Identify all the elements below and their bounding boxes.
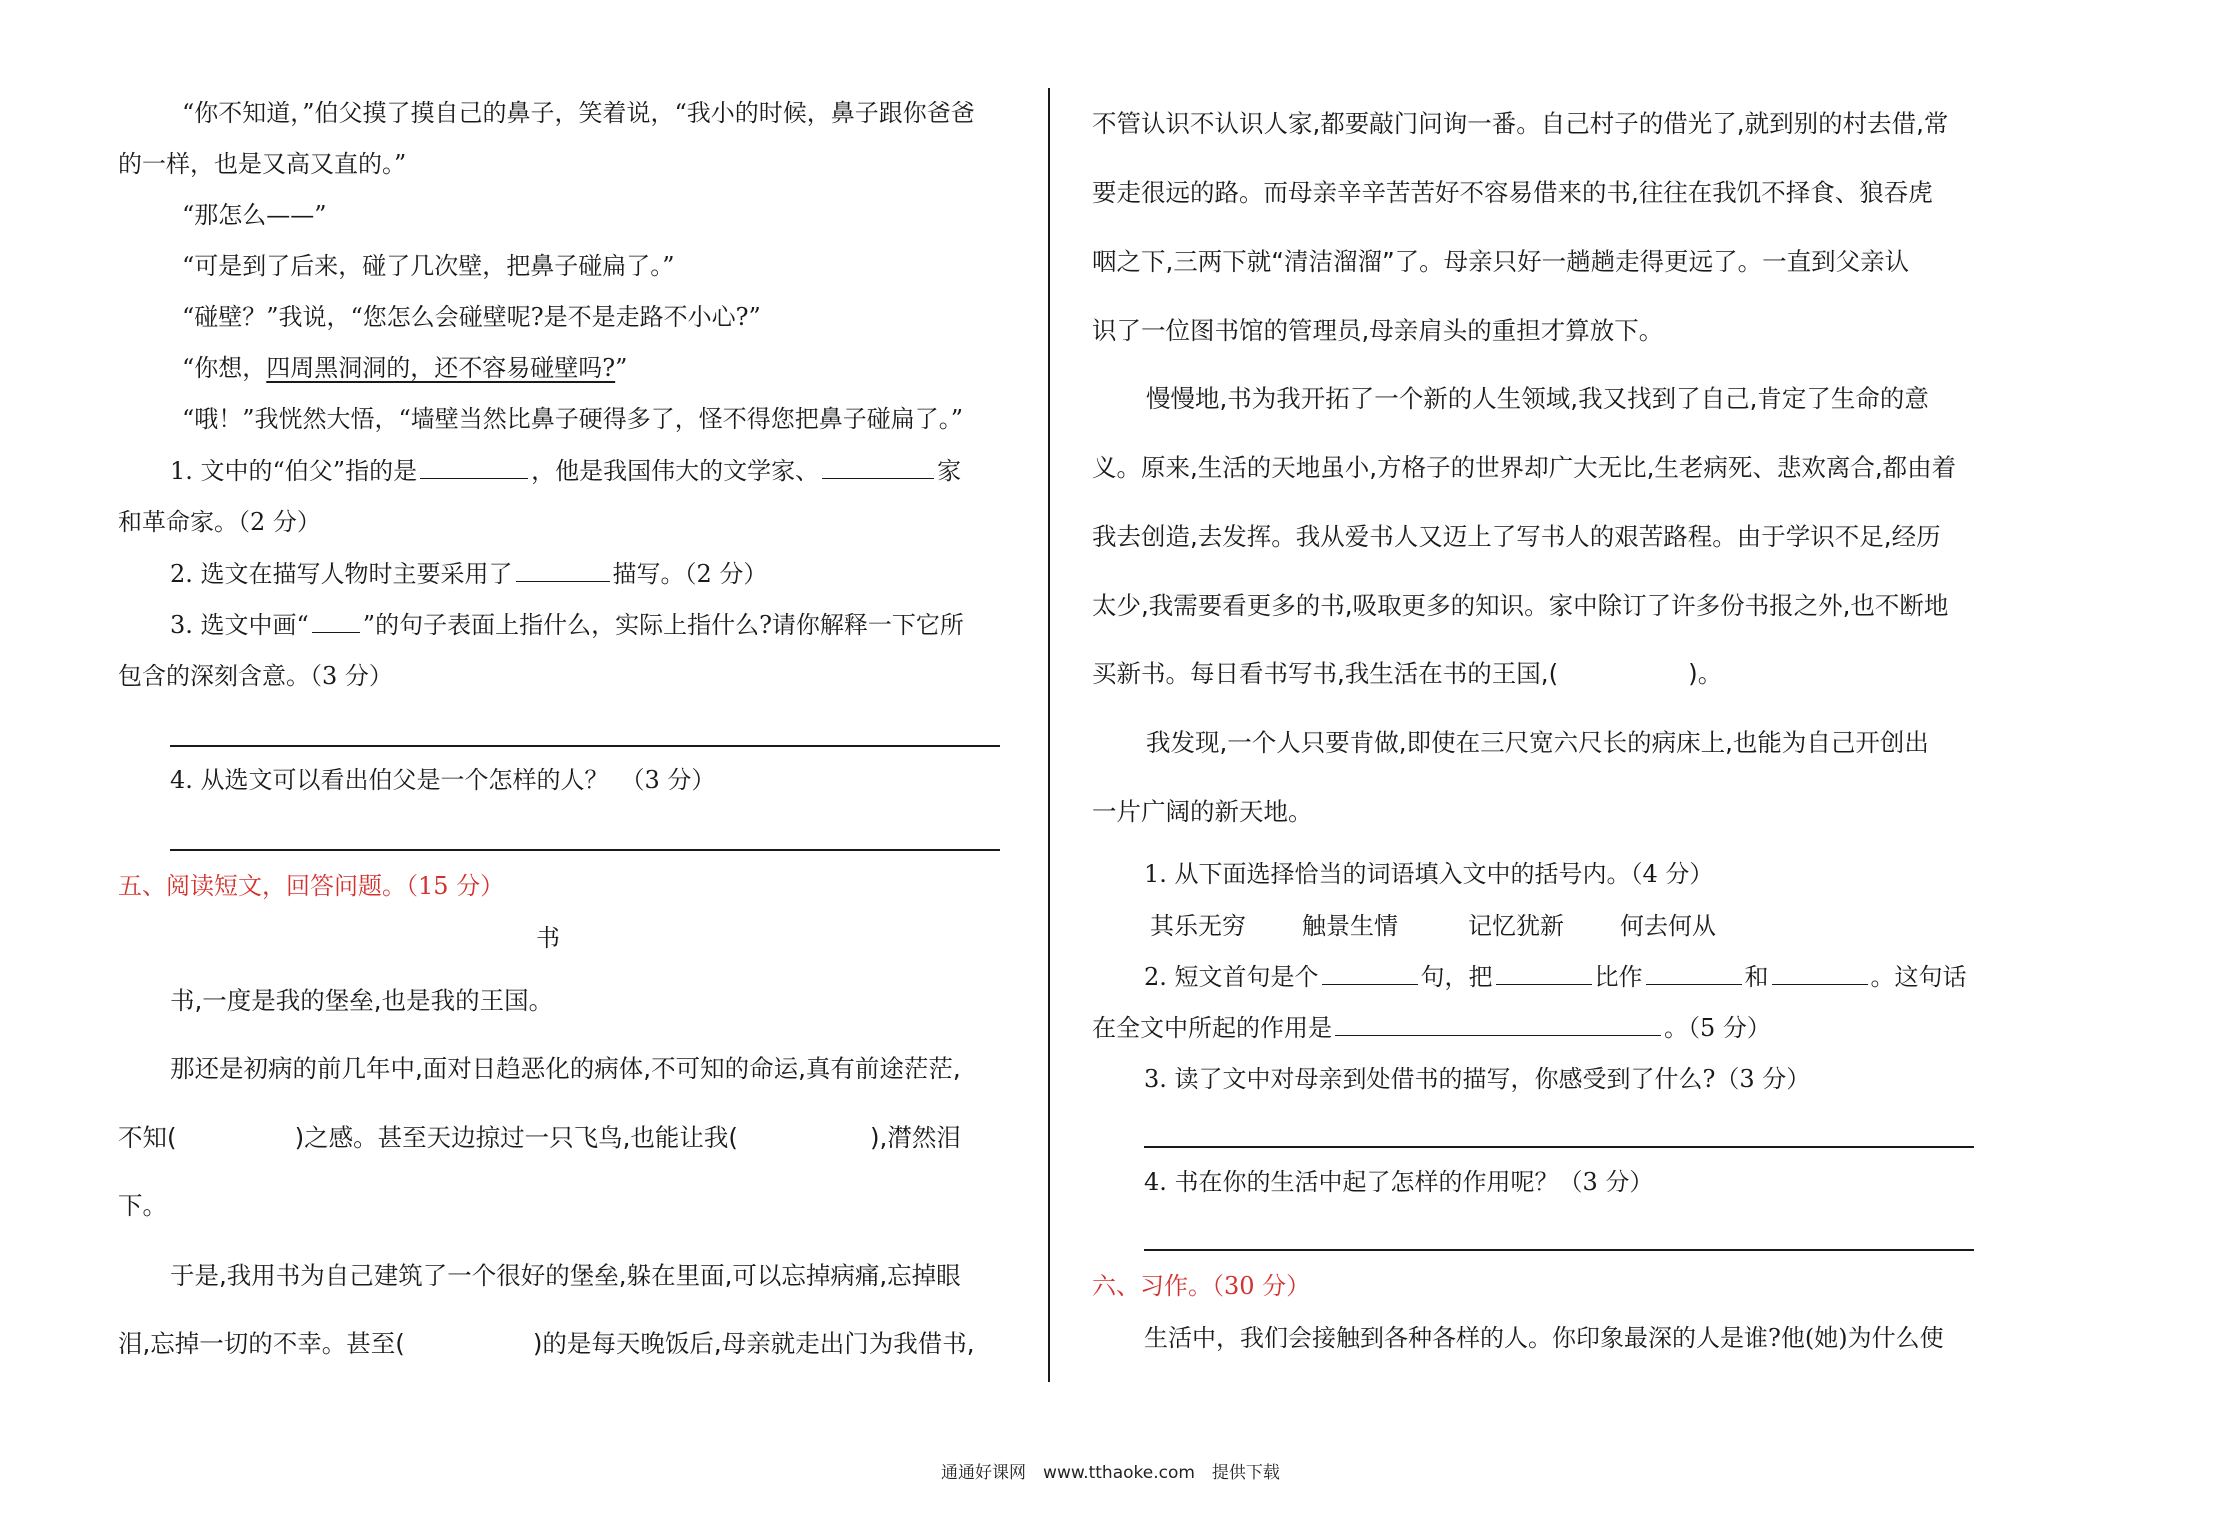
article-line: 我去创造,去发挥。我从爱书人又迈上了写书人的艰苦路程。由于学识不足,经历 bbox=[1092, 522, 1941, 551]
dialogue-line-1: “你不知道，”伯父摸了摸自己的鼻子，笑着说，“我小的时候，鼻子跟你爸爸 bbox=[182, 99, 975, 127]
question-3: 3. 选文中画“ ”的句子表面上指什么，实际上指什么?请你解释一下它所 bbox=[170, 611, 964, 639]
article-paragraph-2: 那还是初病的前几年中,面对日趋恶化的病体,不可知的命运,真有前途茫茫, bbox=[170, 1054, 961, 1083]
question-4: 4. 从选文可以看出伯父是一个怎样的人？ （3 分） bbox=[170, 766, 716, 794]
dialogue-line-5: “你想，四周黑洞洞的，还不容易碰壁吗?” bbox=[182, 354, 628, 382]
right-question-4: 4. 书在你的生活中起了怎样的作用呢？（3 分） bbox=[1144, 1168, 1654, 1196]
answer-blank[interactable] bbox=[1646, 962, 1742, 985]
word-option: 记忆犹新 bbox=[1468, 912, 1564, 940]
article-line: 要走很远的路。而母亲辛辛苦苦好不容易借来的书,往往在我饥不择食、狼吞虎 bbox=[1092, 178, 1933, 207]
article-line: 我发现,一个人只要肯做,即使在三尺宽六尺长的病床上,也能为自己开创出 bbox=[1146, 728, 1929, 757]
article-line: 不管认识不认识人家,都要敲门问询一番。自己村子的借光了,就到别的村去借,常 bbox=[1092, 109, 1949, 138]
article-paragraph-2-cont: 不知( )之感。甚至天边掠过一只飞鸟,也能让我( ),潸然泪 bbox=[118, 1123, 961, 1152]
answer-blank[interactable] bbox=[1322, 962, 1418, 985]
answer-line[interactable] bbox=[1144, 1249, 1974, 1251]
answer-blank[interactable] bbox=[1335, 1013, 1661, 1036]
article-line: 义。原来,生活的天地虽小,方格子的世界却广大无比,生老病死、悲欢离合,都由着 bbox=[1092, 453, 1957, 482]
article-line: 买新书。每日看书写书,我生活在书的王国,( )。 bbox=[1092, 659, 1723, 688]
underline-marker bbox=[312, 610, 360, 633]
word-option: 何去何从 bbox=[1620, 912, 1716, 940]
article-paragraph-2-end: 下。 bbox=[118, 1191, 167, 1220]
dialogue-line-1-cont: 的一样，也是又高又直的。” bbox=[118, 150, 407, 178]
right-question-2-cont: 在全文中所起的作用是 。（5 分） bbox=[1092, 1014, 1771, 1042]
answer-line[interactable] bbox=[170, 745, 1000, 747]
right-question-2: 2. 短文首句是个 句，把 比作 和 。这句话 bbox=[1144, 963, 1967, 991]
right-question-1: 1. 从下面选择恰当的词语填入文中的括号内。（4 分） bbox=[1144, 860, 1714, 888]
article-paragraph-1: 书,一度是我的堡垒,也是我的王国。 bbox=[170, 986, 554, 1015]
answer-blank[interactable] bbox=[420, 456, 528, 479]
right-question-3: 3. 读了文中对母亲到处借书的描写，你感受到了什么?（3 分） bbox=[1144, 1065, 1811, 1093]
article-line: 一片广阔的新天地。 bbox=[1092, 797, 1313, 826]
word-option: 触景生情 bbox=[1302, 912, 1398, 940]
answer-line[interactable] bbox=[1144, 1146, 1974, 1148]
dialogue-line-4: “碰壁？”我说，“您怎么会碰壁呢?是不是走路不小心?” bbox=[182, 303, 761, 331]
footer-source: 通通好课网 www.tthaoke.com 提供下载 bbox=[941, 1463, 1280, 1483]
composition-prompt: 生活中，我们会接触到各种各样的人。你印象最深的人是谁?他(她)为什么使 bbox=[1144, 1324, 1944, 1352]
article-paragraph-3-cont: 泪,忘掉一切的不幸。甚至( )的是每天晚饭后,母亲就走出门为我借书, bbox=[118, 1329, 975, 1358]
dialogue-line-2: “那怎么——” bbox=[182, 201, 327, 229]
article-paragraph-3: 于是,我用书为自己建筑了一个很好的堡垒,躲在里面,可以忘掉病痛,忘掉眼 bbox=[170, 1261, 961, 1290]
word-option: 其乐无穷 bbox=[1150, 912, 1246, 940]
article-line: 慢慢地,书为我开拓了一个新的人生领域,我又找到了自己,肯定了生命的意 bbox=[1146, 384, 1929, 413]
section-6-heading: 六、习作。（30 分） bbox=[1092, 1272, 1311, 1300]
question-1-cont: 和革命家。（2 分） bbox=[118, 508, 321, 536]
article-line: 识了一位图书馆的管理员,母亲肩头的重担才算放下。 bbox=[1092, 316, 1664, 345]
question-1: 1. 文中的“伯父”指的是 ，他是我国伟大的文学家、 家 bbox=[170, 457, 962, 485]
article-title: 书 bbox=[536, 924, 560, 952]
answer-blank[interactable] bbox=[1772, 962, 1868, 985]
underlined-sentence: 四周黑洞洞的，还不容易碰壁吗? bbox=[266, 354, 616, 382]
question-2: 2. 选文在描写人物时主要采用了 描写。（2 分） bbox=[170, 560, 768, 588]
question-3-cont: 包含的深刻含意。（3 分） bbox=[118, 662, 393, 690]
answer-blank[interactable] bbox=[1496, 962, 1592, 985]
article-line: 太少,我需要看更多的书,吸取更多的知识。家中除订了许多份书报之外,也不断地 bbox=[1092, 591, 1949, 620]
article-line: 咽之下,三两下就“清洁溜溜”了。母亲只好一趟趟走得更远了。一直到父亲认 bbox=[1092, 247, 1910, 276]
dialogue-line-3: “可是到了后来，碰了几次壁，把鼻子碰扁了。” bbox=[182, 252, 675, 280]
dialogue-line-6: “哦！”我恍然大悟，“墙壁当然比鼻子硬得多了，怪不得您把鼻子碰扁了。” bbox=[182, 405, 964, 433]
answer-line[interactable] bbox=[170, 849, 1000, 851]
column-divider bbox=[1048, 88, 1050, 1382]
answer-blank[interactable] bbox=[822, 456, 934, 479]
section-5-heading: 五、阅读短文，回答问题。（15 分） bbox=[118, 872, 505, 900]
answer-blank[interactable] bbox=[516, 559, 610, 582]
